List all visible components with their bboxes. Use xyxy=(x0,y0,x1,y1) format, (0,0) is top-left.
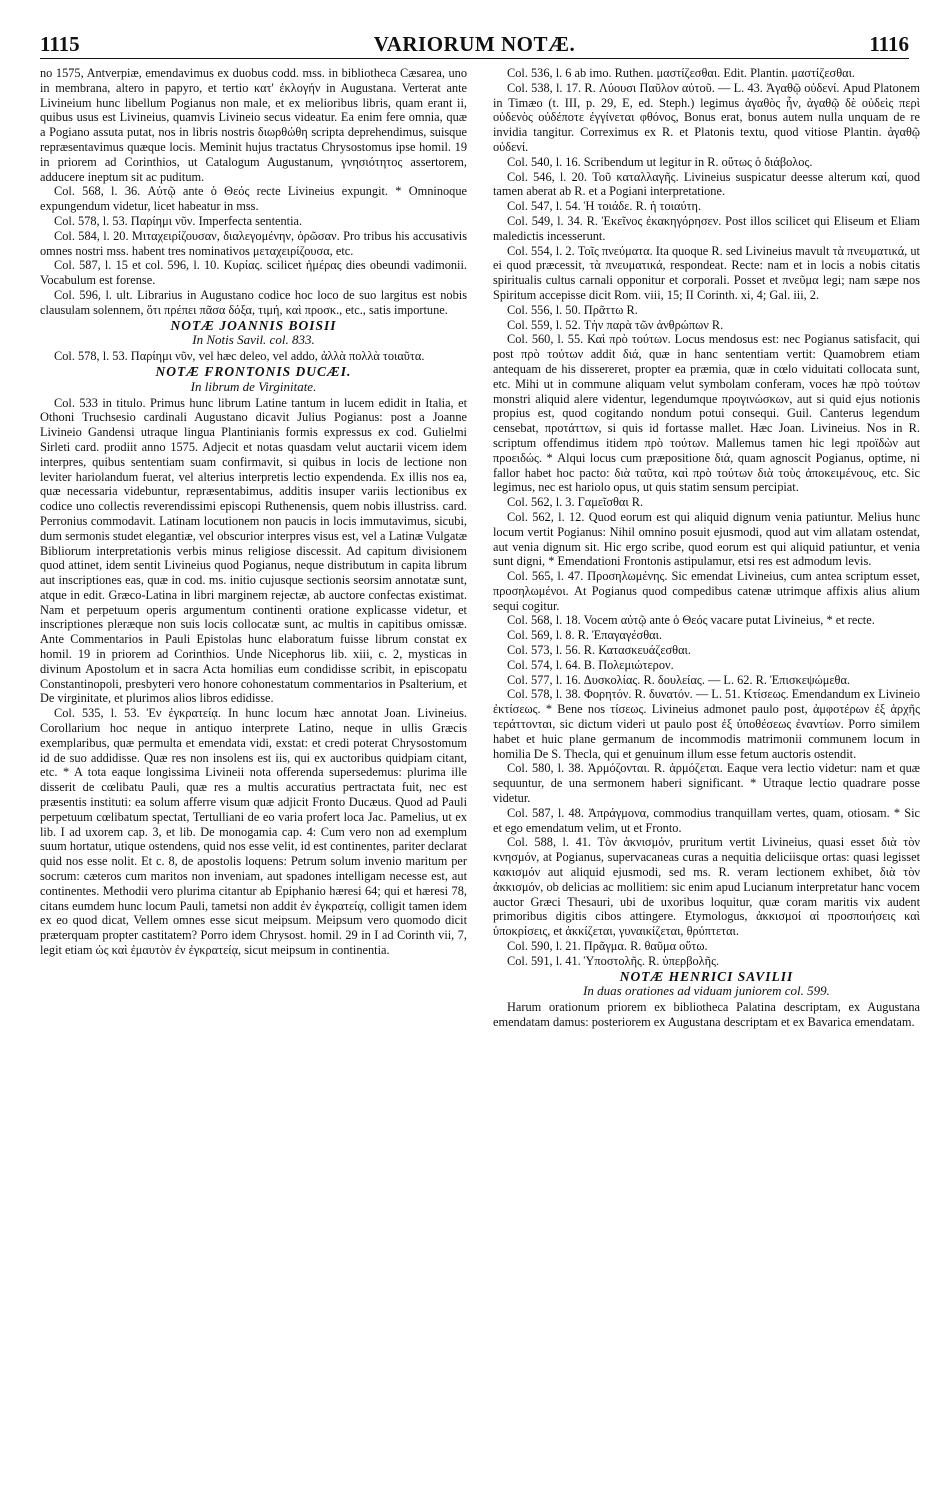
section-subheading: In librum de Virginitate. xyxy=(190,378,317,394)
note-entry: Col. 554, l. 2. Τοῖς πνεύματα. Ita quoque R. sed Livineius mavult τὰ πνευματικά, ut ei quod præcessit, τὰ πνευματικά, respondeat. Recte: nam et in locis a nobis citatis spiritualis cultus carnali opponitur et corporali. Posset et πνεῦμα legi; nam sæpe nos Spiritum accepisse dicit Rom. viii, 15; II Corinth. xi, 4; Gal. iii, 2. xyxy=(493,243,920,302)
section-heading: NOTÆ FRONTONIS DUCÆI. xyxy=(155,363,352,379)
note-entry: Col. 596, l. ult. Librarius in Augustano codice hoc loco de suo largitus est nobis clausulam solennem, ὅτι πρέπει πᾶσα δόξα, τιμή, καὶ προσκ., etc., satis importune. xyxy=(40,287,467,317)
note-entry: Col. 578, l. 53. Παρίημι νῦν, vel hæc deleo, vel addo, ἀλλὰ πολλὰ τοιαῦτα. xyxy=(54,349,425,364)
note-entry: Col. 587, l. 48. Ἀπράγμονα, commodius tranquillam vertes, quam, otiosam. * Sic et ego emendatum velim, ut et Fronto. xyxy=(493,805,920,835)
section-subheading: In duas orationes ad viduam juniorem col. 599. xyxy=(583,983,830,999)
note-entry: Col. 556, l. 50. Πρᾶττω R. xyxy=(507,302,638,317)
note-entry: Col. 536, l. 6 ab imo. Ruthen. μαστίζεσθαι. Edit. Plantin. μαστίζεσθαι. xyxy=(507,66,855,80)
note-entry: Col. 574, l. 64. B. Πολεμιώτερον. xyxy=(507,657,674,672)
note-entry: Col. 533 in titulo. Primus hunc librum Latine tantum in lucem edidit in Italia, et Othoni Truchsesio cardinali Augustano dicavit Julius Pogianus: post a Joanne Livineio Gandensi utraque lingua Plantinianis formis expressus ex cod. Gulielmi Sirleti card. prodiit anno 1575. Adjecit et notas quasdam velut auctarii vicem idem interpres, quibus sententiam suam confirmavit, si quibus in locis de lectione non leviter hariolandum fuerat, vel alterius interpretis lectio expendenda. Ex illis nos ea, quæ necessaria videbuntur, repræsentabimus, additis insuper variis lectionibus ex codice uno collectis reverendissimi episcopi Ruthenensis, quem nobis illustriss. card. Perronius commodavit. Latinam locutionem non paucis in locis immutavimus, sicubi, dum sermonis studet elegantiæ, vel obscurior interpres visus est, vel a Latinæ Vulgatæ Bibliorum interpretationis verbis minus religiose discessit. Ad capitum divisionem quod attinet, idem sentit Livineius quod Pogianus, neque distributum in capita librum aut inscriptiones eas, quæ in cod. ms. initio cujusque sectionis seorsim annotatæ sunt, atque in edit. Græco-Latina in libri marginem rejectæ, ab auctore confectas existimat. Nam et perpetuum operis argumentum continenti oratione explicasse videtur, et inscriptiones pleræque non suis locis collocatæ sunt, ac multis in capitibus omissæ. Ante Commentarios in Pauli Epistolas hunc elaboratum fuisse librum constat ex homil. 19 in priorem ad Corinthios. Unde Nicephorus lib. xiii, c. 2, mysticas in divinum Apostolum et in sacra Acta homilias eum condidisse scribit, in episcopatu Constantinopoli, presbyteri vero honore cohonestatum commentarios in Psalterium, et De virginitate, et plurimos alios libros edidisse. xyxy=(40,395,467,706)
note-entry: Col. 577, l. 16. Δυσκολίας. R. δουλείας. — L. 62. R. Ἐπισκεψώμεθα. xyxy=(507,672,851,687)
note-entry: Col. 573, l. 56. R. Κατασκευάζεσθαι. xyxy=(507,643,691,658)
note-entry: Col. 540, l. 16. Scribendum ut legitur in R. οὕτως ὁ διάβολος. xyxy=(507,154,813,169)
left-page-number: 1115 xyxy=(40,32,80,56)
note-entry: Col. 569, l. 8. R. Ἐπαγαγέσθαι. xyxy=(507,628,662,643)
note-entry: Col. 538, l. 17. R. Λύουσι Παῦλον αὐτοῦ. — L. 43. Ἀγαθῷ οὐδενί. Apud Platonem in Timæo (t. III, p. 29, E, ed. Steph.) legimus ἀγαθὸς ἦν, ἀγαθῷ δὲ οὐδεὶς περὶ οὐδενὸς οὐδέποτε ἐγγίνεται φθόνος, Bonus erat, bonus autem nulla unquam de re invidia tangitur. Correximus ex R. et Platonis textu, quod vitiose Plantin. ἀγαθῷ οὐδενί. xyxy=(493,80,920,154)
note-entry: Col. 546, l. 20. Τοῦ καταλλαγῆς. Livineius suspicatur deesse alterum καί, quod tamen aberat ab R. et a Pogiani interpretatione. xyxy=(493,169,920,199)
left-column xyxy=(40,66,467,1496)
note-entry: Col. 568, l. 36. Αὐτῷ ante ὁ Θεός recte Livineius expungit. * Omninoque expungendum videtur, licet habeatur in mss. xyxy=(40,184,467,214)
note-entry: Col. 535, l. 53. Ἐν ἐγκρατείᾳ. In hunc locum hæc annotat Joan. Livineius. Corollarium hoc neque in antiquo interprete Latino, neque in ullis Græcis exemplaribus, quæ permulta et emendata vidi, exstat: et credi poterat Chrysostomum id de suo addidisse. Quæ res non insolens est iis, qui ex auctoribus quidpiam citant, etc. * A tota eaque longissima Livineii nota offerenda supersedemus: plurima ille disserit de cœlibatu Pauli, quæ res a multis accuratius pertractata fuit, nec est præsentis instituti: ea solum afferre visum quæ adjicit Fronto Ducæus. Quod ad Pauli perpetuum cœlibatum spectat, Tertulliani de eo varia profert loca Jac. Pamelius, ut ex lib. I ad uxorem cap. 3, et lib. De monogamia cap. 4: Cum vero non ad exemplum suum hortatur, utique ostendens, quid nos esse velit, id est continentes, pariter declarat quid nos esse nolit. Et c. 8, de apostolis loquens: Petrum solum invenio maritum per socrum: cæteros cum maritos non inveniam, aut spadones intelligam necesse est, aut continentes. Methodii vero plurima citantur ab Epiphanio hæresi 64; qui et hæresi 78, citans eumdem hunc locum Pauli, tametsi non addit ἐν ἐγκρατείᾳ, colligit tamen idem ex eo quod dicat, Vellem omnes esse sicut meipsum. Meipsum vero quomodo dicit præterquam propter castitatem? Porro idem Chrysost. homil. 29 in I ad Corinth vii, 7, legit etiam ὡς καὶ ἐμαυτὸν ἐν ἐγκρατείᾳ, sicut meipsum in continentia. xyxy=(40,706,467,958)
right-page-number: 1116 xyxy=(869,32,909,56)
paragraph: no 1575, Antverpiæ, emendavimus ex duobus codd. mss. in bibliotheca Cæsarea, uno in membrana, altero in papyro, et tertio κατ' ἐκλογήν in Augustana. Verterat ante Livineium hunc libellum Pogianus non male, et ex melioribus libris, quam erant ii, quibus usus est Livineius, quamvis Livineio secus videatur. Ea enim fere omnia, quæ a Pogiano assuta putat, nos in libris nostris διωρθώθη scripta deprehendimus, suisque repræsentavimus quæque locis. Meminit hujus tractatus Chrysostomus ipse homil. 19 in priorem ad Corinthios, ut Catalogum Augustanum, γνησιότητος assertorem, adducere ineptum sit ac puditum. xyxy=(40,66,467,184)
note-entry: Col. 549, l. 34. R. Ἐκεῖνος ἐκακηγόρησεν. Post illos scilicet qui Eliseum et Eliam maledictis incesserunt. xyxy=(493,213,920,243)
note-entry: Col. 591, l. 41. Ὑποστολῆς. R. ὑπερβολῆς. xyxy=(507,953,720,968)
note-entry: Col. 562, l. 3. Γαμεῖσθαι R. xyxy=(507,495,644,510)
note-entry: Col. 590, l. 21. Πρᾶγμα. R. θαῦμα οὕτω. xyxy=(507,939,708,954)
running-header xyxy=(40,32,909,59)
note-entry: Col. 568, l. 18. Vocem αὐτῷ ante ὁ Θεός vacare putat Livineius, * et recte. xyxy=(507,613,875,628)
running-title: VARIORUM NOTÆ. xyxy=(373,32,576,56)
note-entry: Col. 565, l. 47. Προσηλωμένης. Sic emendat Livineius, cum antea scriptum esset, προσηλωμένοι. At Pogianus quod compedibus catenæ utrimque affixis alius alium sequi cogitur. xyxy=(493,569,920,613)
note-entry: Col. 584, l. 20. Μιταχειρίζουσαν, διαλεγομένην, ὁρῶσαν. Pro tribus his accusativis omnes nostri mss. habent tres nominativos μεταχειρίζουσα, etc. xyxy=(40,228,467,258)
note-entry: Col. 562, l. 12. Quod eorum est qui aliquid dignum venia patiuntur. Melius hunc locum vertit Pogianus: Nihil omnino posuit ejusmodi, quod aut vim allatam ostendat, aut venia dignum sit. Hic ergo scribe, quod eorum est qui aliquid patiuntur, et venia sunt digni, * Emendationi Frontonis astipulamur, etsi res est admodum levis. xyxy=(493,509,920,569)
note-entry: Col. 578, l. 38. Φορητόν. R. δυνατόν. — L. 51. Κτίσεως. Emendandum ex Livineio ἐκτίσεως. * Bene nos τίσεως. Livineius admonet paulo post, ἀμφοτέρων ἐξ ἀρχῆς τεράττονται, sic dictum videri ut paulo post ἐξ ὑποθέσεως ἐναντίων. Porro similem habet et huic plane germanum de incommodis matrimonii communem locum in homilia De S. Thecla, qui et genuinum illum esse fetum auctoris ostendit. xyxy=(493,687,920,761)
note-entry: Col. 588, l. 41. Τὸν ἀκνισμόν, pruritum vertit Livineius, quasi esset διὰ τὸν κνησμόν, at Pogianus, supervacaneas curas a nequitia deliciisque ortas: quasi legisset κακισμόν aut aliquid ejusmodi, sed ms. R. veram lectionem exhibet, διὰ τὸν ἀκκισμόν, ob delicias ac mollitiem: sic enim apud Lucianum interpretatur hanc vocem auctor Græci Thesauri, ubi de uxoribus loquitur, quæ coram maritis vix audent primoribus digitis cibos attingere. Etymologus, ἀκκισμοί αἱ προσποιήσεις καὶ ὑποκρίσεις, et ἀκκίζεται, γυναικίζεται, θρύπτεται. xyxy=(493,835,920,939)
note-entry: Col. 578, l. 53. Παρίημι νῦν. Imperfecta sententia. xyxy=(54,213,303,228)
right-column xyxy=(493,66,920,1496)
note-entry: Col. 587, l. 15 et col. 596, l. 10. Κυρίας. scilicet ἡμέρας dies obeundi vadimonii. Vocabulum est forense. xyxy=(40,258,467,288)
section-heading: NOTÆ HENRICI SAVILII xyxy=(619,968,794,984)
note-entry: Col. 547, l. 54. Ἡ τοιάδε. R. ἡ τοιαύτη. xyxy=(507,199,702,214)
note-entry: Col. 560, l. 55. Καὶ πρὸ τούτων. Locus mendosus est: nec Pogianus satisfacit, qui post πρὸ τούτων addit διά, quæ in hanc sententiam vertit: Quamobrem etiam antequam de his dissereret, propter ea præmia, quæ in cœlo viduitati collocata sunt, etc. Mihi ut in commune aliquam velut symbolam conferam, voces hæ πρὸ τούτων monstri aliquid alere videntur, legendumque προγινώσκων, aut si quid ejus notionis propius est, quod cogitando nondum potui consequi. Guil. Canterus legendum censebat, προτάττων, si quis id fortasse mallet. Hæc Joan. Livineius. Nos in R. scriptum offendimus itidem πρὸ τούτων. Mallemus tamen hic legi προϊδὼν aut προειδώς. * Alqui locus cum præpositione διά, quam agnoscit Pogianus, optime, ni fallor habet hoc pacto: διὰ ταῦτα, καὶ πρὸ τούτων διὰ τοὺς ἀποκειμένους, etc. Sic legimus, nec est hariolo opus, ut quis statim sensum percipiat. xyxy=(493,332,920,495)
note-entry: Col. 580, l. 38. Ἁρμόζονται. R. ἁρμόζεται. Eaque vera lectio videtur: nam et quæ sequuntur, de una sermonem haberi significant. * Utraque lectio quadrare posse videtur. xyxy=(493,761,920,806)
note-entry: Harum orationum priorem ex bibliotheca Palatina descriptam, ex Augustana emendatam damus: posteriorem ex Augustana descriptam et ex Bavarica emendatam. xyxy=(493,1000,920,1029)
section-subheading: In Notis Savil. col. 833. xyxy=(192,332,315,348)
note-entry: Col. 559, l. 52. Τὴν παρὰ τῶν ἀνθρώπων R. xyxy=(507,317,724,332)
section-heading: NOTÆ JOANNIS BOISII xyxy=(170,317,337,333)
